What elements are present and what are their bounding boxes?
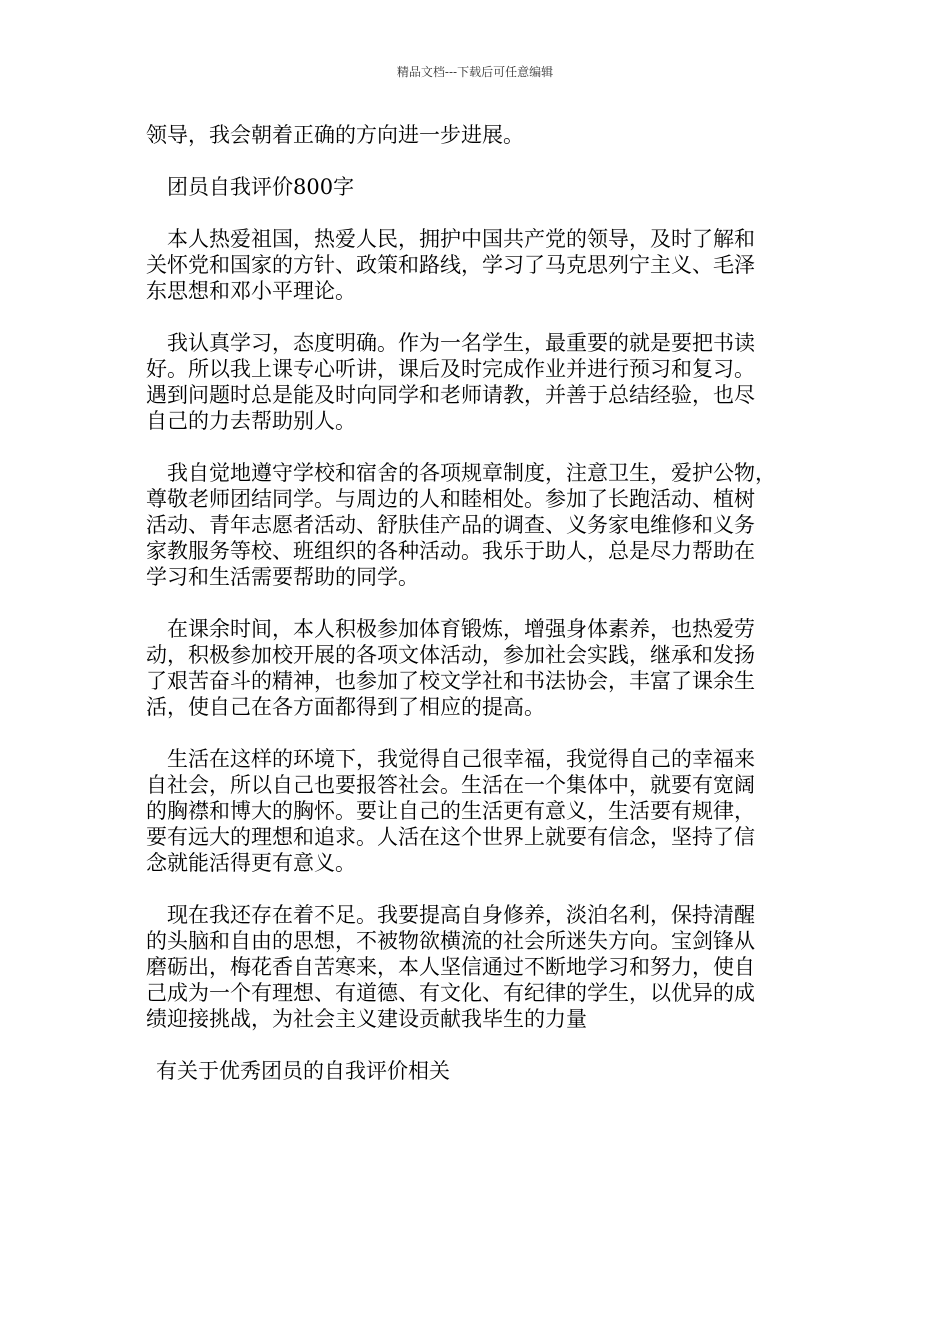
paragraph-line: 本人热爱祖国，热爱人民，拥护中国共产党的领导，及时了解和 [167,227,755,251]
document-title: 团员自我评价800字 [167,175,355,199]
paragraph-line: 在课余时间，本人积极参加体育锻炼，增强身体素养，也热爱劳 [167,617,755,641]
paragraph-2 [146,330,826,434]
paragraph-line: 尊敬老师团结同学。与周边的人和睦相处。参加了长跑活动、植树 [146,487,755,511]
paragraph-line: 我认真学习，态度明确。作为一名学生，最重要的就是要把书读 [167,331,755,355]
paragraph-1 [146,226,826,304]
paragraph-line: 活动、青年志愿者活动、舒肤佳产品的调查、义务家电维修和义务 [146,513,755,537]
paragraph-line: 要有远大的理想和追求。人活在这个世界上就要有信念，坚持了信 [146,825,755,849]
paragraph-line: 了艰苦奋斗的精神，也参加了校文学社和书法协会，丰富了课余生 [146,669,755,693]
paragraph-line: 现在我还存在着不足。我要提高自身修养，淡泊名利，保持清醒 [167,903,755,927]
paragraph-line: 的胸襟和博大的胸怀。要让自己的生活更有意义，生活要有规律， [146,799,755,823]
paragraph-line: 念就能活得更有意义。 [146,851,356,875]
paragraph-line: 的头脑和自由的思想，不被物欲横流的社会所迷失方向。宝剑锋从 [146,929,755,953]
paragraph-line: 自社会，所以自己也要报答社会。生活在一个集体中，就要有宽阔 [146,773,755,797]
paragraph-5 [146,746,826,876]
paragraph-line: 磨砺出，梅花香自苦寒来，本人坚信通过不断地学习和努力，使自 [146,955,755,979]
paragraph-line: 学习和生活需要帮助的同学。 [146,565,419,589]
paragraph-line: 关怀党和国家的方针、政策和路线，学习了马克思列宁主义、毛泽 [146,253,755,277]
paragraph-line: 遇到问题时总是能及时向同学和老师请教，并善于总结经验，也尽 [146,383,755,407]
document-body [146,122,826,1084]
paragraph-line: 家教服务等校、班组织的各种活动。我乐于助人，总是尽力帮助在 [146,539,755,563]
paragraph-3 [146,460,826,590]
paragraph-line: 好。所以我上课专心听讲，课后及时完成作业并进行预习和复习。 [146,357,755,381]
paragraph-line: 绩迎接挑战，为社会主义建设贡献我毕生的力量 [146,1007,587,1031]
paragraph-4 [146,616,826,720]
paragraph-6 [146,902,826,1032]
paragraph-line: 我自觉地遵守学校和宿舍的各项规章制度，注意卫生，爱护公物， [167,461,776,485]
paragraph-line: 自己的力去帮助别人。 [146,409,356,433]
paragraph-line: 活，使自己在各方面都得到了相应的提高。 [146,695,545,719]
page-header: 精品文档---下载后可任意编辑 [396,65,554,79]
opening-line: 领导，我会朝着正确的方向进一步进展。 [146,123,524,147]
paragraph-line: 生活在这样的环境下，我觉得自己很幸福，我觉得自己的幸福来 [167,747,755,771]
related-section-title: 有关于优秀团员的自我评价相关 [156,1059,450,1083]
paragraph-line: 动，积极参加校开展的各项文体活动，参加社会实践，继承和发扬 [146,643,755,667]
paragraph-line: 己成为一个有理想、有道德、有文化、有纪律的学生，以优异的成 [146,981,755,1005]
paragraph-line: 东思想和邓小平理论。 [146,279,356,303]
